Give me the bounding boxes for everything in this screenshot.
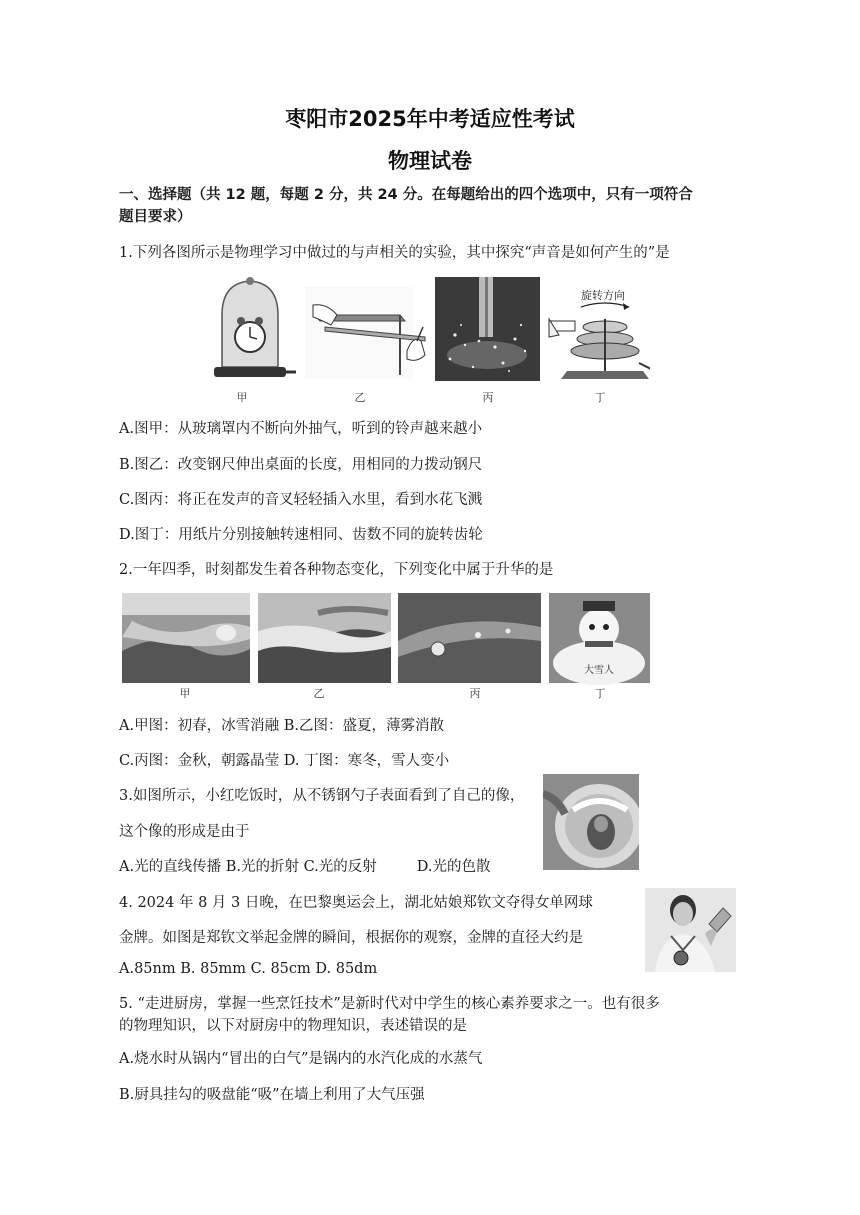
q2-caption-jia: 甲 (179, 687, 191, 700)
q2-stem: 2.一年四季，时刻都发生着各种物态变化，下列变化中属于升华的是 (119, 562, 554, 578)
section-heading-line1: 一、选择题（共 12 题，每题 2 分，共 24 分。在每题给出的四个选项中，只有一项符合 (119, 187, 693, 203)
bell-jar-illustration (214, 277, 296, 377)
q4-stem-line2: 金牌。如图是郑钦文举起金牌的瞬间，根据你的观察，金牌的直径大约是 (119, 930, 583, 946)
q5-option-a: A.烧水时从锅内“冒出的白气”是锅内的水汽化成的水蒸气 (119, 1051, 483, 1067)
q2-options-line1: A.甲图：初春，冰雪消融 B.乙图：盛夏，薄雾消散 (119, 718, 444, 734)
q2-figure-strip (122, 591, 650, 703)
q1-option-a: A.图甲：从玻璃罩内不断向外抽气，听到的铃声越来越小 (119, 421, 483, 437)
q1-option-b: B.图乙：改变钢尺伸出桌面的长度，用相同的力拨动钢尺 (119, 457, 483, 473)
q3-stem-line1: 3.如图所示，小红吃饭时，从不锈钢勺子表面看到了自己的像， (119, 788, 525, 804)
page-title: 枣阳市2025年中考适应性考试 (285, 107, 575, 131)
melting-ice-photo (122, 593, 250, 683)
q1-caption-ding: 丁 (594, 391, 606, 404)
q5-option-b: B.厨具挂勾的吸盘能“吸”在墙上利用了大气压强 (119, 1087, 425, 1103)
q1-option-d: D.图丁：用纸片分别接触转速相同、齿数不同的旋转齿轮 (119, 527, 483, 543)
q1-option-c: C.图丙：将正在发声的音叉轻轻插入水里，看到水花飞溅 (119, 492, 483, 508)
q4-options: A.85nm B. 85mm C. 85cm D. 85dm (119, 961, 378, 977)
q3-stem-line2: 这个像的形成是由于 (119, 824, 250, 840)
q5-stem-line1: 5. “走进厨房，掌握一些烹饪技术”是新时代对中学生的核心素养要求之一。也有很多 (119, 996, 660, 1012)
tuning-fork-splash-photo (435, 277, 540, 381)
q1-figure-strip (210, 275, 650, 405)
gear-direction-label: 旋转方向 (581, 289, 625, 302)
snowman-photo (549, 593, 650, 685)
section-heading (119, 184, 739, 228)
q2-caption-bing: 丙 (469, 687, 481, 700)
dew-leaf-photo (398, 593, 541, 683)
q2-caption-ding: 丁 (594, 687, 606, 700)
spoon-reflection-photo (543, 774, 639, 870)
q3-option-d: D.光的色散 (416, 859, 491, 875)
q4-stem-line1: 4. 2024 年 8 月 3 日晚，在巴黎奥运会上，湖北姑娘郑钦文夺得女单网球 (119, 895, 593, 911)
q1-caption-yi: 乙 (354, 391, 366, 404)
rotating-gears-illustration (549, 288, 650, 379)
gold-medal-photo (645, 888, 736, 972)
q1-caption-jia: 甲 (236, 391, 248, 404)
q1-caption-bing: 丙 (482, 391, 494, 404)
q5-stem (119, 993, 739, 1037)
section-heading-line2: 题目要求） (119, 209, 192, 225)
page-subtitle: 物理试卷 (388, 149, 472, 173)
q3-options (119, 855, 490, 876)
mist-mountain-photo (258, 593, 391, 683)
snowman-sign-text: 大雪人 (584, 665, 614, 676)
q5-stem-line2: 的物理知识，以下对厨房中的物理知识，表述错误的是 (119, 1018, 467, 1034)
ruler-desk-illustration (305, 287, 425, 379)
q1-stem: 1.下列各图所示是物理学习中做过的与声相关的实验，其中探究“声音是如何产生的”是 (119, 245, 670, 261)
q3-options-abc: A.光的直线传播 B.光的折射 C.光的反射 (119, 859, 377, 875)
q2-options-line2: C.丙图：金秋，朝露晶莹 D. 丁图：寒冬，雪人变小 (119, 753, 450, 769)
q2-caption-yi: 乙 (313, 687, 325, 700)
